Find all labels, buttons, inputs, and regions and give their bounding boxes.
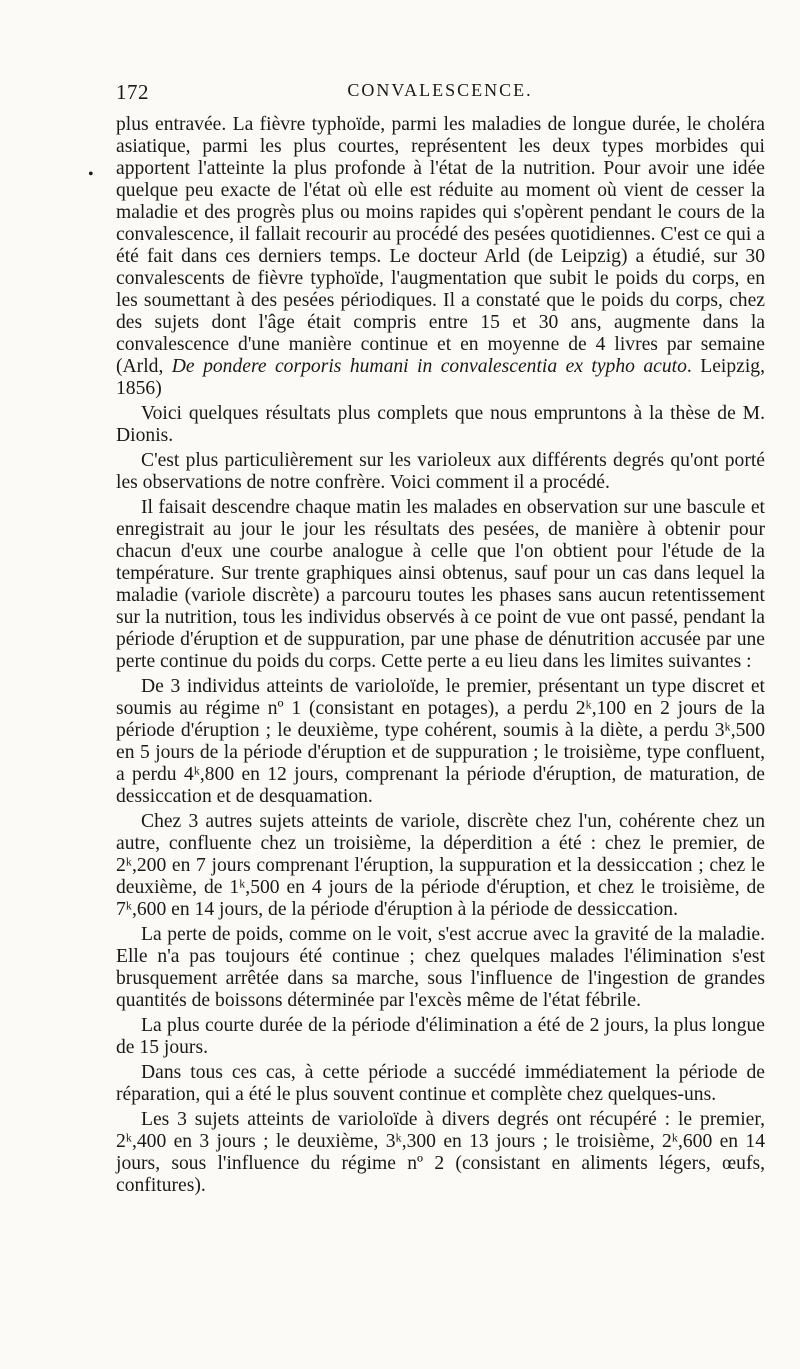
paragraph: C'est plus particulièrement sur les varioleux aux différents degrés qu'ont porté les observations de notre confrère. Voici comment il a procédé. [116,450,765,493]
paragraph: La plus courte durée de la période d'élimination a été de 2 jours, la plus longue de 15 jours. [116,1015,765,1058]
paragraph: Voici quelques résultats plus complets que nous empruntons à la thèse de M. Dionis. [116,403,765,446]
margin-mark: • [88,166,94,183]
paragraph: Chez 3 autres sujets atteints de variole, discrète chez l'un, cohérente chez un autre, confluente chez un troisième, la déperdition a été : chez le premier, de 2ᵏ,200 en 7 jours comprenant l'éruption, la suppuration et la dessiccation ; chez le deuxième, de 1ᵏ,500 en 4 jours de la période d'éruption, et chez le troisième, de 7ᵏ,600 en 14 jours, de la période d'éruption à la période de dessiccation. [116,811,765,920]
citation-tail: . Leipzig, 1856) [116,356,765,399]
citation-title: De pondere corporis humani in convalescentia ex typho acuto [171,356,687,377]
paragraph: La perte de poids, comme on le voit, s'est accrue avec la gravité de la maladie. Elle n'a pas toujours été continue ; chez quelques malades l'élimination s'est brusquement arrêtée dans sa marche, sous l'influence de l'ingestion de grandes quantités de boissons déterminée par l'excès même de l'état fébrile. [116,924,765,1011]
body-text [116,114,765,1200]
paragraph-text: plus entravée. La fièvre typhoïde, parmi les maladies de longue durée, le choléra asiatique, parmi les plus courtes, représentent les deux types morbides qui apportent l'atteinte la plus profonde à l'état de la nutrition. Pour avoir une idée quelque peu exacte de l'état où elle est réduite au moment où vient de cesser la maladie et des progrès plus ou moins rapides qui s'opèrent pendant le cours de la convalescence, il fallait recourir au procédé des pesées quotidiennes. C'est ce qui a été fait dans ces derniers temps. Le docteur Arld (de Leipzig) a étudié, sur 30 convalescents de fièvre typhoïde, l'augmentation que subit le poids du corps, en les soumettant à des pesées périodiques. Il a constaté que le poids du corps, chez des sujets dont l'âge était compris entre 15 et 30 ans, augmente dans la convalescence d'une manière continue et en moyenne de 4 livres par semaine (Arld, [116,114,765,377]
paragraph: Les 3 sujets atteints de varioloïde à divers degrés ont récupéré : le premier, 2ᵏ,400 en 3 jours ; le deuxième, 3ᵏ,300 en 13 jours ; le troisième, 2ᵏ,600 en 14 jours, sous l'influence du régime nº 2 (consistant en aliments légers, œufs, confitures). [116,1109,765,1196]
page-header [116,80,764,110]
running-head: CONVALESCENCE. [347,80,533,100]
page-number: 172 [116,80,149,104]
paragraph: Dans tous ces cas, à cette période a succédé immédiatement la période de réparation, qui a été le plus souvent continue et complète chez quelques-uns. [116,1062,765,1105]
paragraph: De 3 individus atteints de varioloïde, le premier, présentant un type discret et soumis au régime nº 1 (consistant en potages), a perdu 2ᵏ,100 en 2 jours de la période d'éruption ; le deuxième, type cohérent, soumis à la diète, a perdu 3ᵏ,500 en 5 jours de la période d'éruption et de suppuration ; le troisième, type confluent, a perdu 4ᵏ,800 en 12 jours, comprenant la période d'éruption, de maturation, de dessiccation et de desquamation. [116,676,765,807]
paragraph [116,114,765,400]
paragraph: Il faisait descendre chaque matin les malades en observation sur une bascule et enregistrait au jour le jour les résultats des pesées, de manière à obtenir pour chacun d'eux une courbe analogue à celle que l'on obtient pour l'étude de la température. Sur trente graphiques ainsi obtenus, sauf pour un cas dans lequel la maladie (variole discrète) a parcouru toutes les phases sans aucun retentissement sur la nutrition, tous les individus observés à ce point de vue ont passé, pendant la période d'éruption et de suppuration, par une phase de dénutrition accusée par une perte continue du poids du corps. Cette perte a eu lieu dans les limites suivantes : [116,497,765,672]
